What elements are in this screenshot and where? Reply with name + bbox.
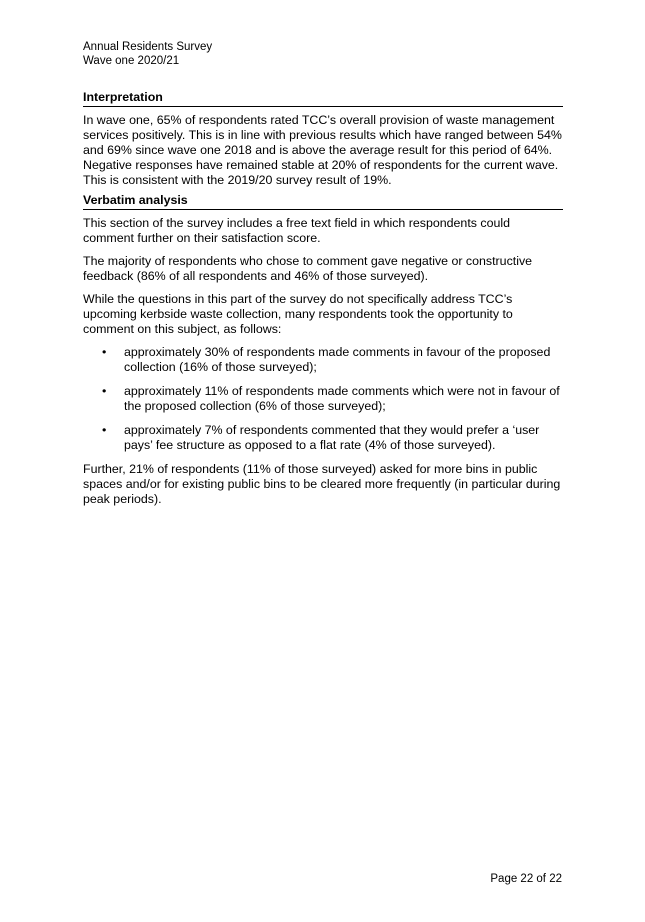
bullet-list [83, 345, 563, 453]
bullet-icon: • [102, 345, 107, 359]
page-number: Page 22 of 22 [490, 873, 562, 885]
bullet-icon: • [102, 384, 107, 398]
verbatim-paragraph-3: While the questions in this part of the survey do not specifically address TCC’s upcoming kerbside waste collection, many respondents took the opportunity to comment on this subject, as follows: [83, 292, 513, 336]
verbatim-paragraph-2: The majority of respondents who chose to comment gave negative or constructive feedback (86% of all respondents and 46% of those surveyed). [83, 254, 533, 283]
list-item [83, 423, 563, 453]
page-header [83, 40, 212, 68]
list-item [83, 345, 563, 375]
interpretation-paragraph: In wave one, 65% of respondents rated TCC’s overall provision of waste management services positively. This is in line with previous results which have ranged between 54% and 69% since wave one 2018 and is above the average result for this period of 64%. Negative responses have remained stable at 20% of respondents for the current wave. This is consistent with the 2019/20 survey result of 19%. [83, 113, 562, 187]
bullet-text: approximately 7% of respondents commented that they would prefer a ‘user pays’ fee structure as opposed to a flat rate (4% of those surveyed). [124, 423, 540, 452]
list-item [83, 384, 563, 414]
interpretation-heading: Interpretation [83, 90, 563, 107]
header-wave: Wave one 2020/21 [83, 55, 180, 67]
bullet-icon: • [102, 423, 107, 437]
header-survey-title: Annual Residents Survey [83, 41, 213, 53]
verbatim-heading: Verbatim analysis [83, 193, 563, 210]
bullet-text: approximately 30% of respondents made comments in favour of the proposed collection (16% of those surveyed); [124, 345, 551, 374]
document-body [83, 90, 563, 515]
verbatim-paragraph-1: This section of the survey includes a free text field in which respondents could comment further on their satisfaction score. [83, 216, 511, 245]
bullet-text: approximately 11% of respondents made comments which were not in favour of the proposed collection (6% of those surveyed); [124, 384, 560, 413]
verbatim-paragraph-4: Further, 21% of respondents (11% of those surveyed) asked for more bins in public spaces and/or for existing public bins to be cleared more frequently (in particular during peak periods). [83, 462, 561, 506]
